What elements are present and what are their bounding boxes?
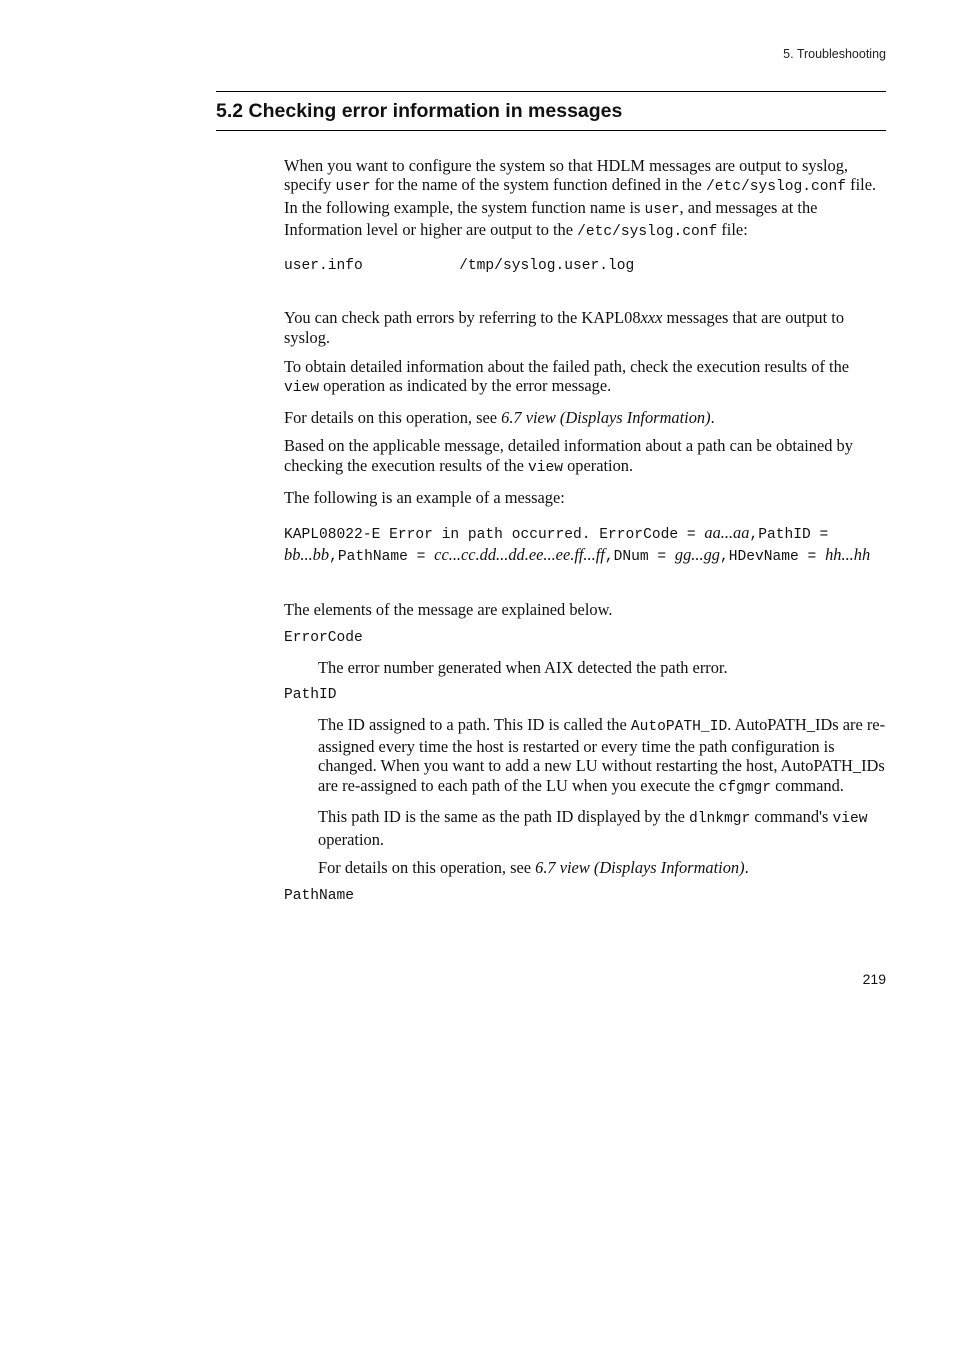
text: for the name of the system function defined in the bbox=[370, 175, 706, 195]
text: ,PathID = bbox=[749, 526, 829, 543]
check-paragraph bbox=[284, 308, 886, 347]
text: command's bbox=[750, 807, 833, 827]
text: . bbox=[744, 858, 749, 878]
placeholder-value: hh...hh bbox=[825, 545, 871, 565]
cross-reference-link[interactable]: 6.7 view (Displays Information) bbox=[501, 407, 711, 427]
pathid-paragraph-1 bbox=[318, 715, 886, 798]
following-paragraph: The following is an example of a message: bbox=[284, 487, 565, 507]
text: operation. bbox=[318, 829, 384, 849]
text: messages that are output to syslog. bbox=[284, 308, 845, 347]
text: This path ID is the same as the path ID displayed by the bbox=[318, 807, 689, 827]
text: operation as indicated by the error message. bbox=[319, 375, 612, 395]
page-number: 219 bbox=[862, 971, 886, 987]
text: operation. bbox=[563, 455, 634, 475]
code-term: view bbox=[832, 811, 868, 828]
code-term: /etc/syslog.conf bbox=[577, 223, 718, 240]
main-content bbox=[284, 156, 886, 916]
text: Based on the applicable message, detailed information about a path can be obtained by checking the execution results of the bbox=[284, 436, 853, 475]
intro-paragraph bbox=[284, 156, 886, 242]
text: ,HDevName = bbox=[719, 549, 826, 566]
text: The error number generated when AIX detected the path error. bbox=[318, 657, 728, 677]
text: For details on this operation, see bbox=[284, 407, 502, 427]
code-term: user bbox=[335, 179, 371, 196]
pathid-paragraph-2 bbox=[318, 807, 886, 849]
text: , and messages at the Information level or higher are output to the bbox=[284, 197, 818, 239]
based-paragraph bbox=[284, 436, 886, 478]
term-pathname: PathName bbox=[284, 888, 355, 905]
text: ,PathName = bbox=[329, 549, 435, 566]
code-term: dlnkmgr bbox=[688, 811, 751, 828]
elements-paragraph: The elements of the message are explained below. bbox=[284, 600, 613, 620]
term-errorcode: ErrorCode bbox=[284, 630, 363, 647]
code-term: view bbox=[527, 459, 563, 476]
code-term: /etc/syslog.conf bbox=[705, 179, 847, 196]
text: . bbox=[710, 407, 715, 427]
code-term: user bbox=[644, 201, 680, 218]
code-term: view bbox=[284, 379, 320, 396]
errorcode-description bbox=[318, 658, 886, 677]
text: file: bbox=[717, 219, 748, 239]
term-pathid: PathID bbox=[284, 687, 337, 704]
cross-reference-link[interactable]: 6.7 view (Displays Information) bbox=[535, 858, 745, 878]
placeholder-value: bb...bb bbox=[284, 545, 330, 565]
italic-term: xxx bbox=[640, 308, 663, 328]
obtain-paragraph bbox=[284, 357, 886, 399]
text: command. bbox=[771, 775, 844, 795]
pathid-description bbox=[318, 715, 886, 878]
text: The ID assigned to a path. This ID is called the bbox=[318, 714, 631, 734]
placeholder-value: gg...gg bbox=[674, 545, 720, 565]
placeholder-value: cc...cc.dd...dd.ee...ee.ff...ff bbox=[434, 545, 605, 565]
running-header: 5. Troubleshooting bbox=[783, 47, 886, 61]
code-term: cfgmgr bbox=[718, 779, 772, 796]
text: To obtain detailed information about the failed path, check the execution results of the bbox=[284, 356, 850, 376]
section-title: 5.2 Checking error information in messages bbox=[216, 91, 886, 131]
text: file. In the following example, the system function name is bbox=[284, 175, 877, 217]
details-paragraph bbox=[284, 408, 886, 427]
placeholder-value: aa...aa bbox=[704, 522, 750, 542]
text: KAPL08022-E Error in path occurred. ErrorCode = bbox=[284, 526, 705, 543]
text: For details on this operation, see bbox=[318, 858, 536, 878]
syslog-config-line: user.info /tmp/syslog.user.log bbox=[284, 258, 635, 275]
text: You can check path errors by referring to the KAPL08 bbox=[284, 308, 641, 328]
code-term: AutoPATH_ID bbox=[630, 718, 728, 735]
example-message bbox=[284, 523, 886, 568]
text: . AutoPATH_IDs are re-assigned every time the host is restarted or every time the path configuration is changed. When you want to add a new LU without restarting the host, AutoPATH_IDs are re-assigned to each path of the LU when you execute the bbox=[318, 714, 886, 795]
text: When you want to configure the system so that HDLM messages are output to syslog, specify bbox=[284, 156, 849, 195]
text: ,DNum = bbox=[604, 549, 675, 566]
pathid-paragraph-3 bbox=[318, 858, 886, 877]
